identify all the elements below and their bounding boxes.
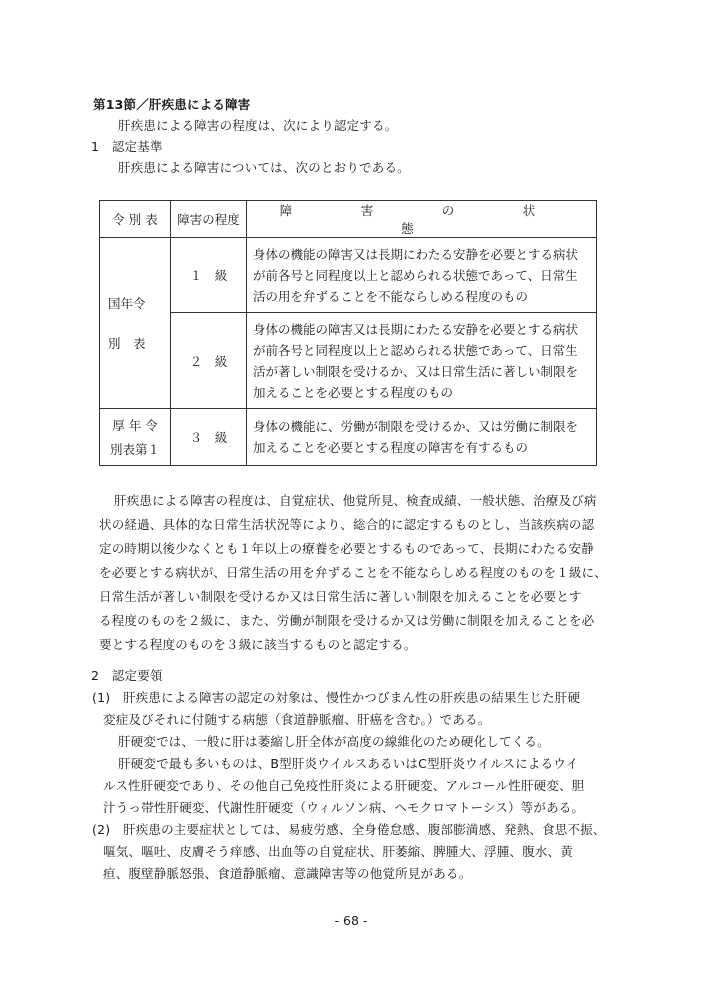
- category-kosei: [100, 409, 171, 466]
- grade-3: ３ 級: [171, 409, 247, 466]
- item-1-line: (1) 肝疾患による障害の認定の対象は、慢性かつびまん性の肝疾患の結果生じた肝硬: [92, 690, 581, 705]
- item-2-line: 疸、腹壁静脈怒張、食道静脈瘤、意識障害等の他覚所見がある。: [103, 866, 472, 881]
- item-1-line: 汁うっ帯性肝硬変、代謝性肝硬変（ウィルソン病、ヘモクロマトーシス）等がある。: [103, 800, 585, 815]
- paragraph-line: 定の時期以後少なくとも１年以上の療養を必要とするものであって、長期にわたる安静: [99, 541, 594, 556]
- paragraph-line: る程度のものを２級に、また、労働が制限を受けるか又は労働に制限を加えることを必: [99, 613, 595, 628]
- category-kosei-line2: 別表第１: [109, 442, 160, 457]
- item-1-line: 肝硬変では、一般に肝は萎縮し肝全体が高度の線維化のため硬化してくる。: [118, 734, 550, 749]
- header-grade: 障害の程度: [171, 201, 247, 238]
- state-grade-1: [247, 238, 597, 313]
- paragraph-line: を必要とする病状が、日常生活の用を弁ずることを不能ならしめる程度のものを１級に、: [99, 565, 608, 580]
- state-line: 活の用を弁ずることを不能ならしめる程度のもの: [253, 288, 529, 304]
- category-kosei-line1: 厚 年 令: [112, 418, 158, 433]
- heading-guidelines: 2 認定要領: [91, 668, 163, 683]
- state-grade-3: [247, 409, 597, 466]
- paragraph-line: 肝疾患による障害の程度は、自覚症状、他覚所見、検査成績、一般状態、治療及び病: [114, 493, 597, 508]
- state-line: が前各号と同程度以上と認められる状態であって、日常生: [253, 267, 578, 283]
- intro-text: 肝疾患による障害の程度は、次により認定する。: [118, 118, 398, 133]
- state-line: 身体の機能の障害又は長期にわたる安静を必要とする病状: [253, 246, 579, 262]
- heading-criteria: 1 認定基準: [91, 139, 163, 154]
- page-number: - 68 -: [334, 913, 368, 928]
- item-1-line: 肝硬変で最も多いものは、B型肝炎ウイルスあるいはC型肝炎ウイルスによるウイ: [118, 756, 579, 771]
- category-kokunen-line2: 別 表: [108, 336, 146, 351]
- grade-2: ２ 級: [171, 313, 247, 409]
- state-line: 身体の機能の障害又は長期にわたる安静を必要とする病状: [253, 321, 579, 337]
- paragraph-line: 日常生活が著しい制限を受けるか又は日常生活に著しい制限を加えることを必要とす: [99, 589, 582, 604]
- state-line: 加えることを必要とする程度のもの: [253, 384, 454, 400]
- header-state: 障 害 の 状 態: [247, 201, 597, 238]
- grade-1: １ 級: [171, 238, 247, 313]
- state-line: 加えることを必要とする程度の障害を有するもの: [253, 440, 529, 455]
- state-line: が前各号と同程度以上と認められる状態であって、日常生: [253, 342, 578, 358]
- paragraph-line: 要とする程度のものを３級に該当するものと認定する。: [99, 637, 417, 652]
- section-title: 第13節／肝疾患による障害: [93, 97, 251, 112]
- criteria-text: 肝疾患による障害については、次のとおりである。: [118, 160, 410, 175]
- item-1-line: 変症及びそれに付随する病態（食道静脈瘤、肝癌を含む。）である。: [103, 712, 491, 727]
- category-kokunen: [100, 238, 171, 409]
- state-grade-2: [247, 313, 597, 409]
- item-1-line: ルス性肝硬変であり、その他自己免疫性肝炎による肝硬変、アルコール性肝硬変、胆: [103, 778, 585, 793]
- item-2-line: 嘔気、嘔吐、皮膚そう痒感、出血等の自覚症状、肝萎縮、脾腫大、浮腫、腹水、黄: [103, 844, 573, 859]
- grade-table: [99, 200, 604, 466]
- state-line: 活が著しい制限を受けるか、又は日常生活に著しい制限を: [253, 363, 579, 379]
- state-line: 身体の機能に、労働が制限を受けるか、又は労働に制限を: [253, 419, 579, 434]
- header-order-table: 令 別 表: [100, 201, 171, 238]
- category-kokunen-line1: 国年令: [108, 296, 146, 311]
- paragraph-line: 状の経過、具体的な日常生活状況等により、総合的に認定するものとし、当該疾病の認: [99, 517, 595, 532]
- item-2-line: (2) 肝疾患の主要症状としては、易疲労感、全身倦怠感、腹部膨満感、発熱、食思不振、: [92, 822, 606, 837]
